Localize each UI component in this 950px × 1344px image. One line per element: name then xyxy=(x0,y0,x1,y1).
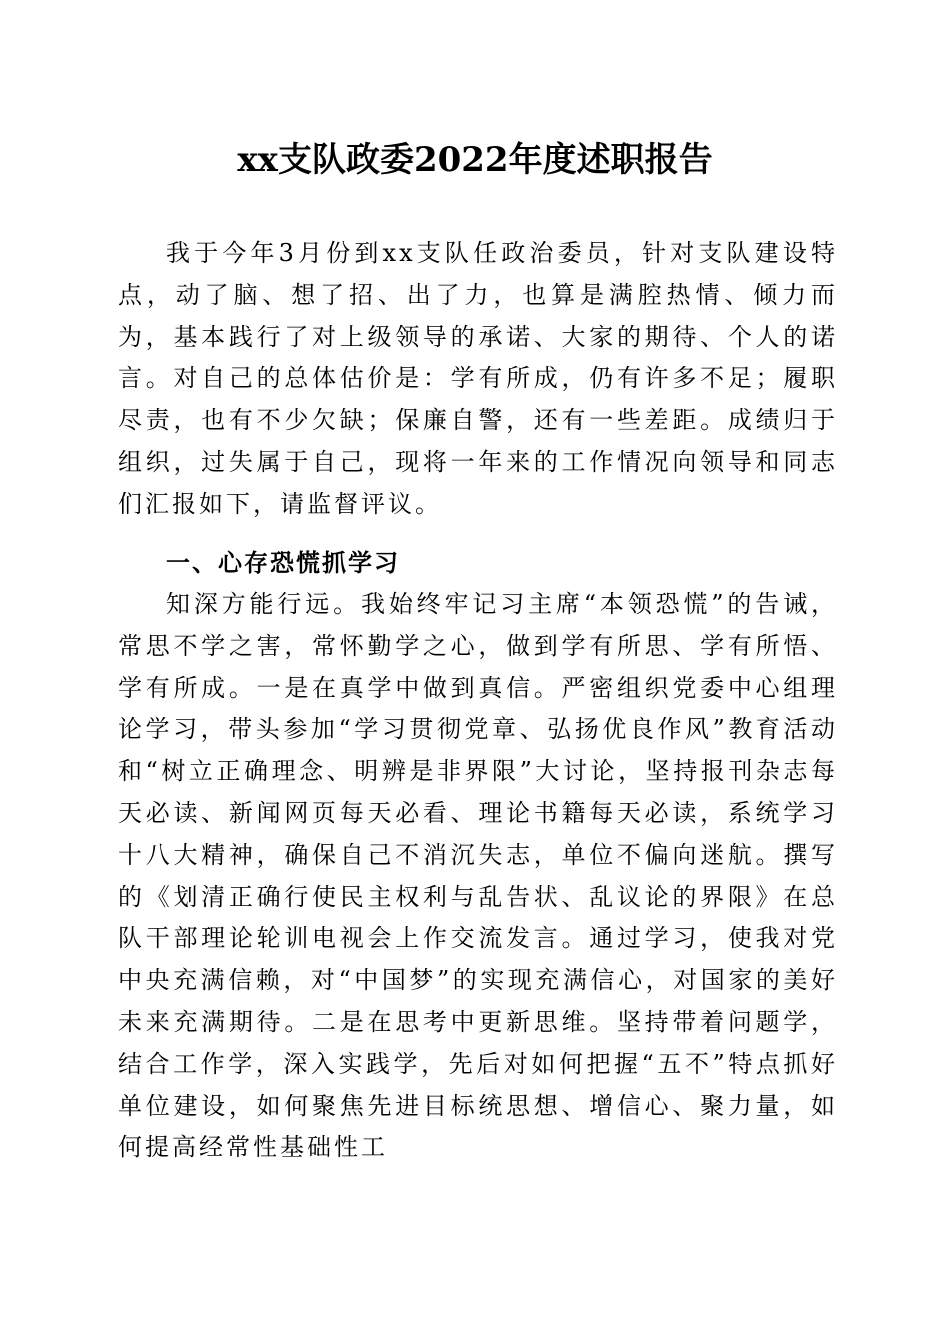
intro-paragraph: 我于今年3月份到xx支队任政治委员，针对支队建设特点，动了脑、想了招、出了力，也算是满腔热情、倾力而为，基本践行了对上级领导的承诺、大家的期待、个人的诺言。对自己的总体估价是：学有所成，仍有许多不足；履职尽责，也有不少欠缺；保廉自警，还有一些差距。成绩归于组织，过失属于自己，现将一年来的工作情况向领导和同志们汇报如下，请监督评议。 xyxy=(118,239,838,518)
document-title: xx支队政委2022年度述职报告 xyxy=(237,140,713,180)
section-heading: 一、心存恐慌抓学习 xyxy=(166,549,400,577)
section-paragraph: 知深方能行远。我始终牢记习主席“本领恐慌”的告诫，常思不学之害，常怀勤学之心，做到学有所思、学有所悟、学有所成。一是在真学中做到真信。严密组织党委中心组理论学习，带头参加“学习贯彻党章、弘扬优良作风”教育活动和“树立正确理念、明辨是非界限”大讨论，坚持报刊杂志每天必读、新闻网页每天必看、理论书籍每天必读，系统学习十八大精神，确保自己不消沉失志，单位不偏向迷航。撰写的《划清正确行使民主权利与乱告状、乱议论的界限》在总队干部理论轮训电视会上作交流发言。通过学习，使我对党中央充满信赖，对“中国梦”的实现充满信心，对国家的美好未来充满期待。二是在思考中更新思维。坚持带着问题学，结合工作学，深入实践学，先后对如何把握“五不”特点抓好单位建设，如何聚焦先进目标统思想、增信心、聚力量，如何提高经常性基础性工 xyxy=(118,590,838,1162)
